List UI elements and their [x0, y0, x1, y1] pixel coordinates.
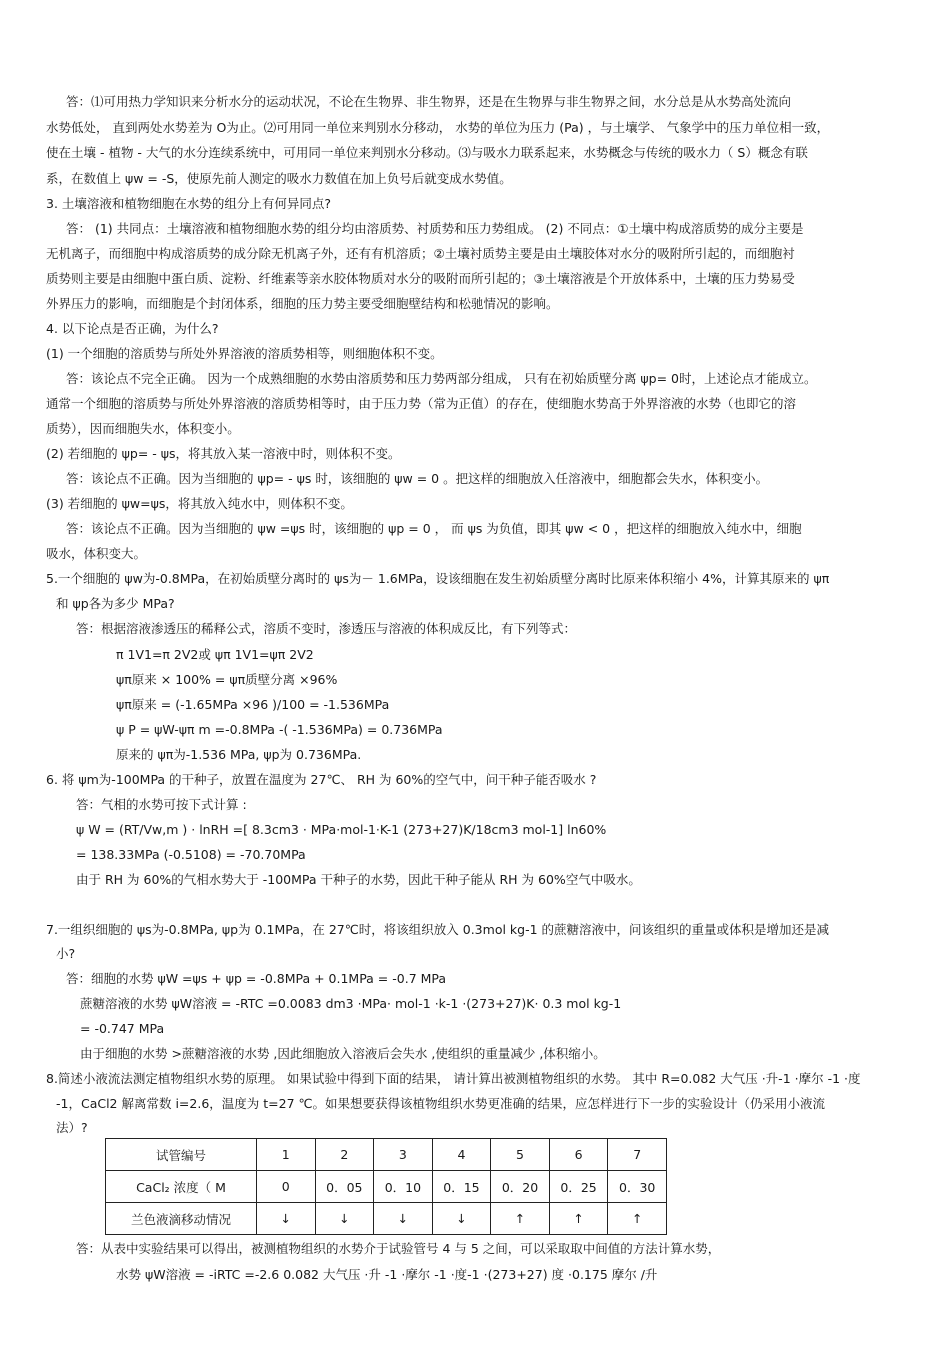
answer-2-line-1: 答：⑴可用热力学知识来分析水分的运动状况，不论在生物界、非生物界，还是在生物界与非生物界之间，水分总是从水势高处流向 [66, 94, 792, 109]
table-cell: ↓ [374, 1203, 433, 1235]
answer-3-line-4: 外界压力的影响，而细胞是个封闭体系，细胞的压力势主要受细胞壁结构和松驰情况的影响。 [46, 296, 559, 311]
question-8-line-3: 法）? [56, 1120, 88, 1135]
question-3: 3. 土壤溶液和植物细胞在水势的组分上有何异同点? [46, 196, 332, 211]
table-row [106, 1171, 667, 1203]
table-cell: 0 [257, 1171, 316, 1203]
table-cell: ↑ [549, 1203, 608, 1235]
table-header-cell: 5 [491, 1139, 550, 1171]
table-cell: 0．20 [491, 1171, 550, 1203]
answer-5-intro: 答：根据溶液渗透压的稀释公式，溶质不变时，渗透压与溶液的体积成反比，有下列等式： [76, 621, 577, 636]
answer-7-line-1: 答：细胞的水势 ψW =ψs + ψp = -0.8MPa + 0.1MPa = -0.7 MPa [66, 971, 447, 986]
table-cell: ↓ [257, 1203, 316, 1235]
table-header-cell: 6 [549, 1139, 608, 1171]
question-4: 4. 以下论点是否正确，为什么? [46, 321, 219, 336]
table-header-cell: 试管编号 [106, 1139, 257, 1171]
table-header-row [106, 1139, 667, 1171]
table-header-cell: 1 [257, 1139, 316, 1171]
table-cell: 0．15 [432, 1171, 491, 1203]
answer-4-2: 答：该论点不正确。因为当细胞的 ψp= - ψs 时，该细胞的 ψw = 0 。把这样的细胞放入任溶液中，细胞都会失水，体积变小。 [66, 471, 769, 486]
answer-7-line-2: 蔗糖溶液的水势 ψW溶液 = -RTC =0.0083 dm3 ·MPa· mol-1 ·k-1 ·(273+27)K· 0.3 mol kg-1 [80, 996, 622, 1011]
answer-6-intro: 答：气相的水势可按下式计算 : [76, 797, 247, 812]
table-cell: ↑ [608, 1203, 667, 1235]
answer-7-conclusion: 由于细胞的水势 >蔗糖溶液的水势 ,因此细胞放入溶液后会失水 ,使组织的重量减少 ,体积缩小。 [80, 1046, 606, 1061]
table-cell: 0．30 [608, 1171, 667, 1203]
answer-3-line-2: 无机离子，而细胞中构成溶质势的成分除无机离子外，还有有机溶质；②土壤衬质势主要是由土壤胶体对水分的吸附所引起的，而细胞衬 [46, 246, 795, 261]
answer-5-formula-3: ψπ原来 = (-1.65MPa ×96 )/100 = -1.536MPa [116, 697, 390, 712]
table-cell: 0．25 [549, 1171, 608, 1203]
question-7-line-1: 7.一组织细胞的 ψs为-0.8MPa, ψp为 0.1MPa，在 27℃时，将该组织放入 0.3mol kg-1 的蔗糖溶液中，问该组织的重量或体积是增加还是减 [46, 922, 830, 937]
question-4-3: (3) 若细胞的 ψw=ψs，将其放入纯水中，则体积不变。 [46, 496, 353, 511]
answer-2-line-4: 系，在数值上 ψw = -S，使原先前人测定的吸水力数值在加上负号后就变成水势值。 [46, 171, 512, 186]
answer-6-formula-1: ψ W = (RT/Vw,m ) · lnRH =[ 8.3cm3 · MPa·mol-1·K-1 (273+27)K/18cm3 mol-1] ln60% [76, 822, 607, 837]
table-header-cell: 3 [374, 1139, 433, 1171]
question-6: 6. 将 ψm为-100MPa 的干种子，放置在温度为 27℃、 RH 为 60%的空气中，问干种子能否吸水 ? [46, 772, 597, 787]
answer-4-3-line-1: 答：该论点不正确。因为当细胞的 ψw =ψs 时，该细胞的 ψp = 0 ， 而 ψs 为负值，即其 ψw < 0 ，把这样的细胞放入纯水中，细胞 [66, 521, 802, 536]
table-cell: 0．05 [315, 1171, 374, 1203]
table-cell: 兰色液滴移动情况 [106, 1203, 257, 1235]
table-header-cell: 4 [432, 1139, 491, 1171]
experiment-table [105, 1138, 667, 1235]
question-5-line-1: 5.一个细胞的 ψw为-0.8MPa，在初始质壁分离时的 ψs为－ 1.6MPa，设该细胞在发生初始质壁分离时比原来体积缩小 4%，计算其原来的 ψπ [46, 571, 830, 586]
answer-3-line-1: 答： (1) 共同点：土壤溶液和植物细胞水势的组分均由溶质势、衬质势和压力势组成。 (2) 不同点：①土壤中构成溶质势的成分主要是 [66, 221, 804, 236]
question-4-2: (2) 若细胞的 ψp= - ψs，将其放入某一溶液中时，则体积不变。 [46, 446, 401, 461]
table-row [106, 1203, 667, 1235]
answer-4-1-line-3: 质势），因而细胞失水，体积变小。 [46, 421, 240, 436]
table-cell: 0．10 [374, 1171, 433, 1203]
answer-5-formula-4: ψ P = ψW-ψπ m =-0.8MPa -( -1.536MPa) = 0.736MPa [116, 722, 443, 737]
answer-8-line-1: 答：从表中实验结果可以得出，被测植物组织的水势介于试验管号 4 与 5 之间，可以采取取中间值的方法计算水势， [76, 1241, 721, 1256]
answer-5-result: 原来的 ψπ为-1.536 MPa, ψp为 0.736MPa. [116, 747, 362, 762]
answer-6-formula-2: = 138.33MPa (-0.5108) = -70.70MPa [76, 847, 306, 862]
question-8-line-2: -1，CaCl2 解离常数 i=2.6，温度为 t=27 ℃。如果想要获得该植物组织水势更准确的结果，应怎样进行下一步的实验设计（仍采用小液流 [56, 1096, 826, 1111]
question-4-1: (1) 一个细胞的溶质势与所处外界溶液的溶质势相等，则细胞体积不变。 [46, 346, 443, 361]
question-7-line-2: 小? [56, 946, 76, 961]
table-cell: CaCl₂ 浓度（ M [106, 1171, 257, 1203]
question-8-line-1: 8.简述小液流法测定植物组织水势的原理。 如果试验中得到下面的结果， 请计算出被测植物组织的水势。 其中 R=0.082 大气压 ·升-1 ·摩尔 -1 ·度 [46, 1071, 861, 1086]
question-5-line-2: 和 ψp各为多少 MPa? [56, 596, 175, 611]
answer-5-formula-1: π 1V1=π 2V2或 ψπ 1V1=ψπ 2V2 [116, 647, 314, 662]
answer-5-formula-2: ψπ原来 × 100% = ψπ质壁分离 ×96% [116, 672, 338, 687]
answer-2-line-3: 使在土壤 - 植物 - 大气的水分连续系统中，可用同一单位来判别水分移动。⑶与吸水力联系起来，水势概念与传统的吸水力（ S）概念有联 [46, 145, 808, 160]
table-cell: ↑ [491, 1203, 550, 1235]
table-cell: ↓ [315, 1203, 374, 1235]
answer-4-3-line-2: 吸水，体积变大。 [46, 546, 147, 561]
table-cell: ↓ [432, 1203, 491, 1235]
answer-8-line-2: 水势 ψW溶液 = -iRTC =-2.6 0.082 大气压 ·升 -1 ·摩尔 -1 ·度-1 ·(273+27) 度 ·0.175 摩尔 /升 [116, 1267, 658, 1282]
table-header-cell: 2 [315, 1139, 374, 1171]
answer-2-line-2: 水势低处， 直到两处水势差为 O为止。⑵可用同一单位来判别水分移动， 水势的单位为压力 (Pa) ，与土壤学、 气象学中的压力单位相一致， [46, 120, 830, 135]
answer-6-conclusion: 由于 RH 为 60%的气相水势大于 -100MPa 干种子的水势，因此干种子能从 RH 为 60%空气中吸水。 [76, 872, 641, 887]
answer-3-line-3: 质势则主要是由细胞中蛋白质、淀粉、纤维素等亲水胶体物质对水分的吸附而所引起的；③土壤溶液是个开放体系中，土壤的压力势易受 [46, 271, 795, 286]
answer-4-1-line-2: 通常一个细胞的溶质势与所处外界溶液的溶质势相等时，由于压力势（常为正值）的存在，使细胞水势高于外界溶液的水势（也即它的溶 [46, 396, 797, 411]
answer-4-1-line-1: 答：该论点不完全正确。 因为一个成熟细胞的水势由溶质势和压力势两部分组成， 只有在初始质壁分离 ψp= 0时，上述论点才能成立。 [66, 371, 817, 386]
answer-7-line-3: = -0.747 MPa [80, 1021, 165, 1036]
table-header-cell: 7 [608, 1139, 667, 1171]
